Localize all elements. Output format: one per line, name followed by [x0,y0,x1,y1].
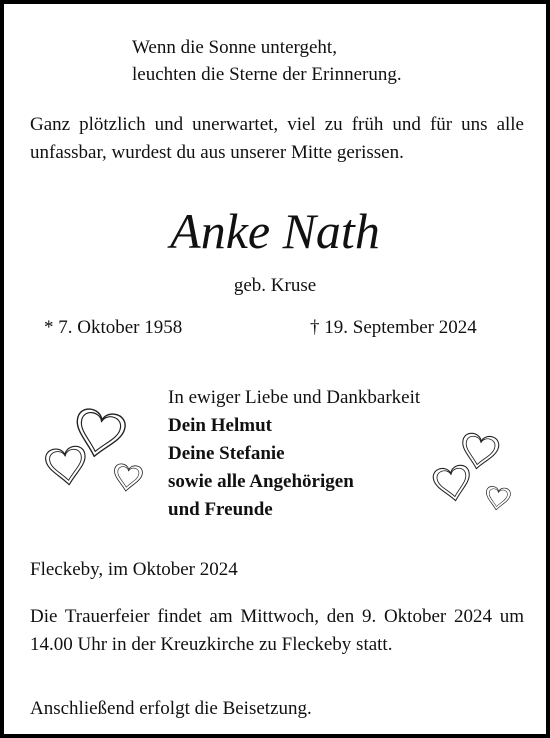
hearts-icon [428,422,520,518]
maiden-name: geb. Kruse [233,275,317,296]
motto-line-1: Wenn die Sonne untergeht, [132,37,337,58]
hearts-icon [38,384,154,500]
mourner-name: Deine Stefanie [168,443,285,464]
mourner-name: und Freunde [168,499,273,520]
burial-text: Anschließend erfolgt die Beisetzung. [30,698,312,719]
birth-date: * 7. Oktober 1958 [44,317,183,338]
mourners-intro: In ewiger Liebe und Dankbarkeit [168,387,421,408]
mourners [168,384,420,524]
deceased-name: Anke Nath [170,203,380,259]
motto [132,34,402,88]
motto-line-2: leuchten die Sterne der Erinnerung. [132,64,402,85]
place-date: Fleckeby, im Oktober 2024 [30,559,238,580]
death-date: † 19. September 2024 [310,317,477,338]
mourner-name: sowie alle Angehörigen [168,471,354,492]
intro-text: Ganz plötzlich und unerwartet, viel zu früh und für uns alle unfassbar, wurdest du aus unserer Mitte gerissen. [30,114,524,163]
mourner-name: Dein Helmut [168,415,272,436]
ceremony-text: Die Trauerfeier findet am Mittwoch, den 9. Oktober 2024 um 14.00 Uhr in der Kreuzkirche zu Fleckeby statt. [30,606,524,655]
